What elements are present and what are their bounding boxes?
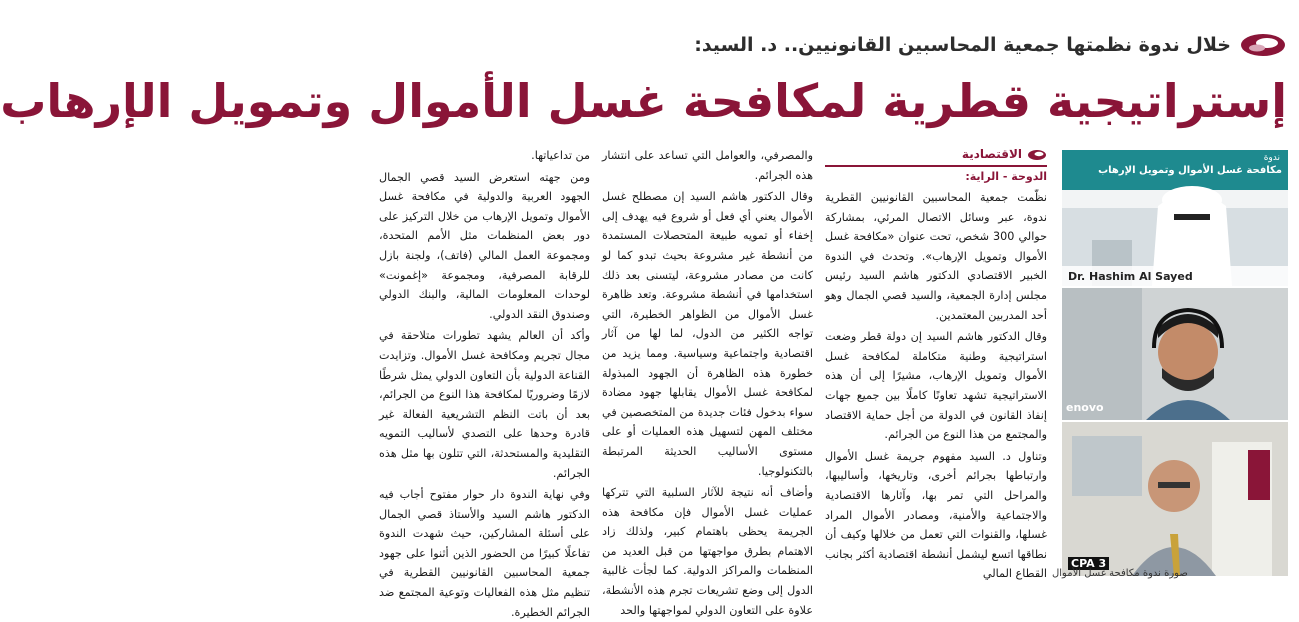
paragraph: والمصرفي، والعوامل التي تساعد على انتشار هذه الجرائم.: [602, 149, 813, 182]
photo: [1052, 150, 1288, 582]
paragraph: وتناول د. السيد مفهوم جريمة غسل الأموال وارتباطها بجرائم أخرى، وتاريخها، وأساليبها، والمراحل التي تمر بها، وآثارها الاقتصادية والاجتماعية والأمنية، ومصادر الأموال المراد غسلها، والقنوات التي تعمل من خلالها وكيف أن نطاقها اتسع ليشمل أنشطة اقتصادية أكثر بجانب القطاع المالي: [825, 449, 1047, 581]
bottom-label: CPA 3: [1068, 557, 1109, 570]
paragraph: من تداعياتها.: [531, 149, 590, 162]
dateline: الدوحة - الراية:: [965, 170, 1047, 183]
paragraph: وقال الدكتور هاشم السيد إن مصطلح غسل الأموال يعني أي فعل أو شروع فيه يهدف إلى إخفاء أو تمويه طبيعة المتحصلات المستمدة من أنشطة غير مشروعة بحيث تبدو كما لو كانت من مصادر مشروعة، ليتسنى بعد ذلك استخدامها في أنشطة مشروعة. وتعد ظاهرة غسل الأموال من الظواهر الخطيرة، التي تواجه الكثير من الدول، لما لها من آثار اقتصادية واجتماعية وسياسية. ومما يزيد من خطورة هذه الظاهرة أن الجهود المبذولة لمكافحة غسل الأموال يقابلها جهود مضادة سواء بدخول فئات جديدة من المتخصصين في مختلف المهن لتسهيل هذه العمليات أو على مستوى الأساليب الحديثة المرتبطة بالتكنولوجيا.: [602, 190, 813, 478]
article-column-3: [379, 146, 590, 619]
name-tag: Dr. Hashim Al Sayed: [1068, 270, 1193, 283]
paragraph: نظّمت جمعية المحاسبين القانونيين القطرية ندوة، عبر وسائل الاتصال المرئي، بمشاركة حوالي 300 شخص، تحت عنوان «مكافحة غسل الأموال وتمويل الإرهاب». وتحدث في الندوة الخبير الاقتصادي الدكتور هاشم السيد رئيس مجلس إدارة الجمعية، والسيد قصي الجمال وهو أحد المدربين المعتمدين.: [825, 191, 1047, 322]
banner-top: ندوة: [1263, 153, 1280, 163]
paragraph: وفي نهاية الندوة دار حوار مفتوح أجاب فيه الدكتور هاشم السيد والأستاذ قصي الجمال على أسئلة المشاركين، حيث شهدت الندوة تفاعلًا كبيرًا من الحضور الذين أثنوا على جهود جمعية المحاسبين القانونيين القطرية في تنظيم مثل هذه الفعاليات وتوعية المجتمع ضد الجرائم الخطيرة.: [379, 488, 590, 619]
headline: إستراتيجية قطرية لمكافحة غسل الأموال وتمويل الإرهاب: [0, 74, 1287, 128]
section-logo-icon: [1027, 149, 1047, 161]
article-body: [379, 146, 1047, 619]
paragraph: وأكد أن العالم يشهد تطورات متلاحقة في مجال تجريم ومكافحة غسل الأموال. وتزايدت القناعة الدولية بأن التعاون الدولي يمثل شرطًا لازمًا وضروريًا لمكافحة هذا النوع من الجرائم، بعد أن باتت النظم التشريعية الفعالة غير قادرة وحدها على التصدي لأساليب التمويه التقليدية والمستحدثة، التي تتلون بها مثل هذه الجرائم.: [379, 329, 590, 480]
raya-logo-icon: [1239, 32, 1287, 58]
photo-panel-participant: [1062, 288, 1288, 420]
photo-panel-attendee: [1062, 422, 1288, 576]
paragraph: وأضاف أنه نتيجة للآثار السلبية التي تتركها عمليات غسل الأموال فإن مكافحة هذه الجريمة يحظى باهتمام كبير، ولذلك زاد الاهتمام بطرق مواجهتها من قبل العديد من المنظمات والمراكز الدولية. كما لجأت غالبية الدول إلى وضع تشريعات تجرم هذه الأنشطة، علاوة على التعاون الدولي لمواجهتها والحد: [602, 486, 813, 617]
photo-caption: صورة ندوة مكافحة غسل الأموال: [1052, 568, 1188, 579]
section-tag: [825, 146, 1047, 167]
kicker: [670, 30, 1287, 60]
laptop-brand: enovo: [1066, 401, 1104, 414]
banner-main: مكافحة غسل الأموال وتمويل الإرهاب: [1098, 165, 1282, 176]
paragraph: ومن جهته استعرض السيد قصي الجمال الجهود العربية والدولية في مكافحة غسل الأموال وتمويل الإرهاب من خلال التركيز على دور بعض المنظمات مثل الأمم المتحدة، ومجموعة العمل المالي (فاتف)، ولجنة بازل للرقابة المصرفية، ومجموعة «إغمونت» لوحدات المعلومات المالية، والبنك الدولي وصندوق النقد الدولي.: [379, 170, 590, 321]
article-column-1: [825, 146, 1047, 602]
article-column-2: [602, 146, 813, 617]
photo-panel-speaker: [1062, 150, 1288, 286]
section-tag-label: الاقتصادية: [961, 147, 1022, 162]
paragraph: وقال الدكتور هاشم السيد إن دولة قطر وضعت استراتيجية وطنية متكاملة لمكافحة غسل الأموال وتمويل الإرهاب، مشيرًا إلى أن هذه الاستراتيجية تشهد تعاونًا كاملًا بين جميع جهات إنفاذ القانون في الدولة من أجل حماية الاقتصاد والمجتمع من هذا النوع من الجرائم.: [825, 330, 1047, 442]
kicker-text: خلال ندوة نظمتها جمعية المحاسبين القانونيين.. د. السيد:: [694, 34, 1231, 56]
